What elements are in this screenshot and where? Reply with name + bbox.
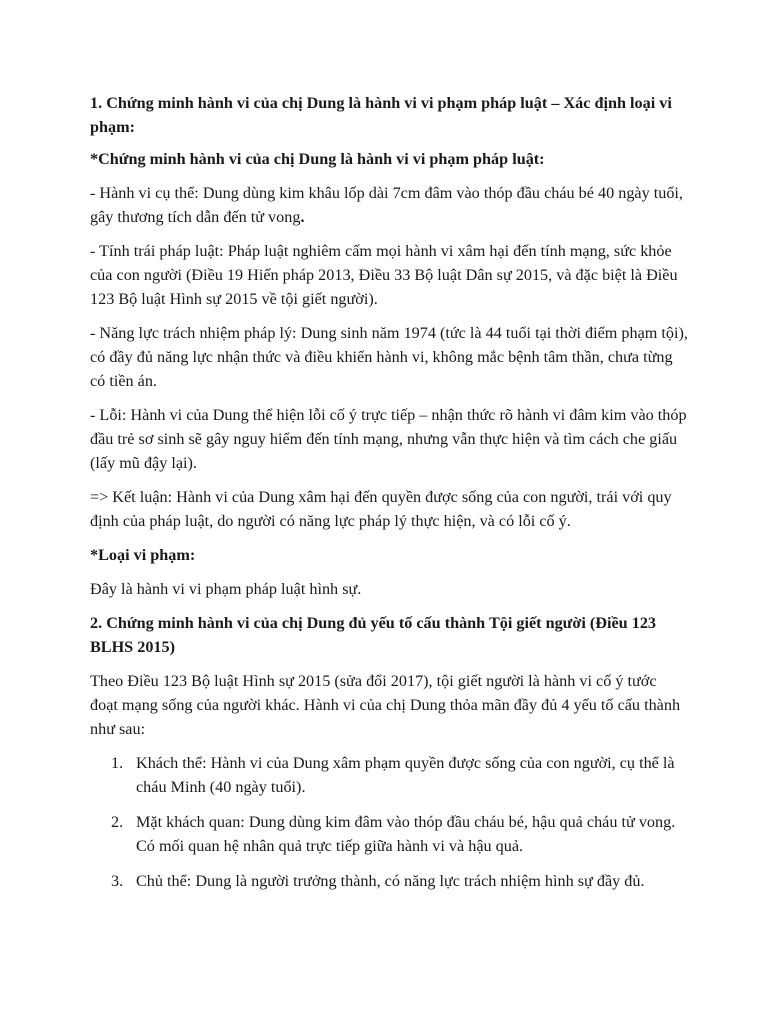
- paragraph-behavior: [90, 181, 688, 229]
- list-item-text: Chủ thể: Dung là người trưởng thành, có năng lực trách nhiệm hình sự đầy đủ.: [136, 872, 645, 890]
- list-item: [111, 869, 688, 893]
- paragraph-fault: - Lỗi: Hành vi của Dung thể hiện lỗi cố ý trực tiếp – nhận thức rõ hành vi đâm kim vào thóp đầu trẻ sơ sinh sẽ gây nguy hiểm đến tính mạng, nhưng vẫn thực hiện và tìm cách che giấu (lấy mũ đậy lại).: [90, 406, 687, 472]
- list-item-text: Khách thể: Hành vi của Dung xâm phạm quyền được sống của con người, cụ thể là cháu Minh (40 ngày tuổi).: [136, 754, 675, 796]
- list-item: [111, 810, 688, 858]
- subheading-violation-type: *Loại vi phạm:: [90, 546, 196, 564]
- paragraph-conclusion: => Kết luận: Hành vi của Dung xâm hại đến quyền được sống của con người, trái với quy định của pháp luật, do người có năng lực pháp lý thực hiện, và có lỗi cố ý.: [90, 488, 672, 530]
- list-item: [111, 751, 688, 799]
- paragraph-behavior-text: - Hành vi cụ thể: Dung dùng kim khâu lốp dài 7cm đâm vào thóp đầu cháu bé 40 ngày tuổi, gây thương tích dẫn đến tử vong: [90, 184, 683, 226]
- section-heading-1: 1. Chứng minh hành vi của chị Dung là hành vi vi phạm pháp luật – Xác định loại vi phạm:: [90, 94, 672, 136]
- subheading-proof: *Chứng minh hành vi của chị Dung là hành vi vi phạm pháp luật:: [90, 150, 545, 168]
- paragraph-illegality: - Tính trái pháp luật: Pháp luật nghiêm cấm mọi hành vi xâm hại đến tính mạng, sức khỏe của con người (Điều 19 Hiến pháp 2013, Điều 33 Bộ luật Dân sự 2015, và đặc biệt là Điều 123 Bộ luật Hình sự 2015 về tội giết người).: [90, 242, 678, 308]
- list-item-text: Mặt khách quan: Dung dùng kim đâm vào thóp đầu cháu bé, hậu quả cháu tử vong. Có mối quan hệ nhân quả trực tiếp giữa hành vi và hậu quả.: [136, 813, 676, 855]
- list-item-number: 1.: [111, 754, 124, 772]
- list-item-number: 2.: [111, 813, 124, 831]
- paragraph-intro-2: Theo Điều 123 Bộ luật Hình sự 2015 (sửa đổi 2017), tội giết người là hành vi cố ý tước đoạt mạng sống của người khác. Hành vi của chị Dung thỏa mãn đầy đủ 4 yếu tố cấu thành như sau:: [90, 672, 681, 738]
- section-heading-2: 2. Chứng minh hành vi của chị Dung đủ yếu tố cấu thành Tội giết người (Điều 123 BLHS 2015): [90, 614, 657, 656]
- paragraph-legal-capacity: - Năng lực trách nhiệm pháp lý: Dung sinh năm 1974 (tức là 44 tuổi tại thời điểm phạm tội), có đầy đủ năng lực nhận thức và điều khiển hành vi, không mắc bệnh tâm thần, chưa từng có tiền án.: [90, 324, 688, 390]
- list-item-number: 3.: [111, 872, 124, 890]
- paragraph-behavior-period: .: [300, 208, 305, 226]
- paragraph-violation-type: Đây là hành vi vi phạm pháp luật hình sự.: [90, 580, 362, 598]
- elements-list: [90, 751, 688, 893]
